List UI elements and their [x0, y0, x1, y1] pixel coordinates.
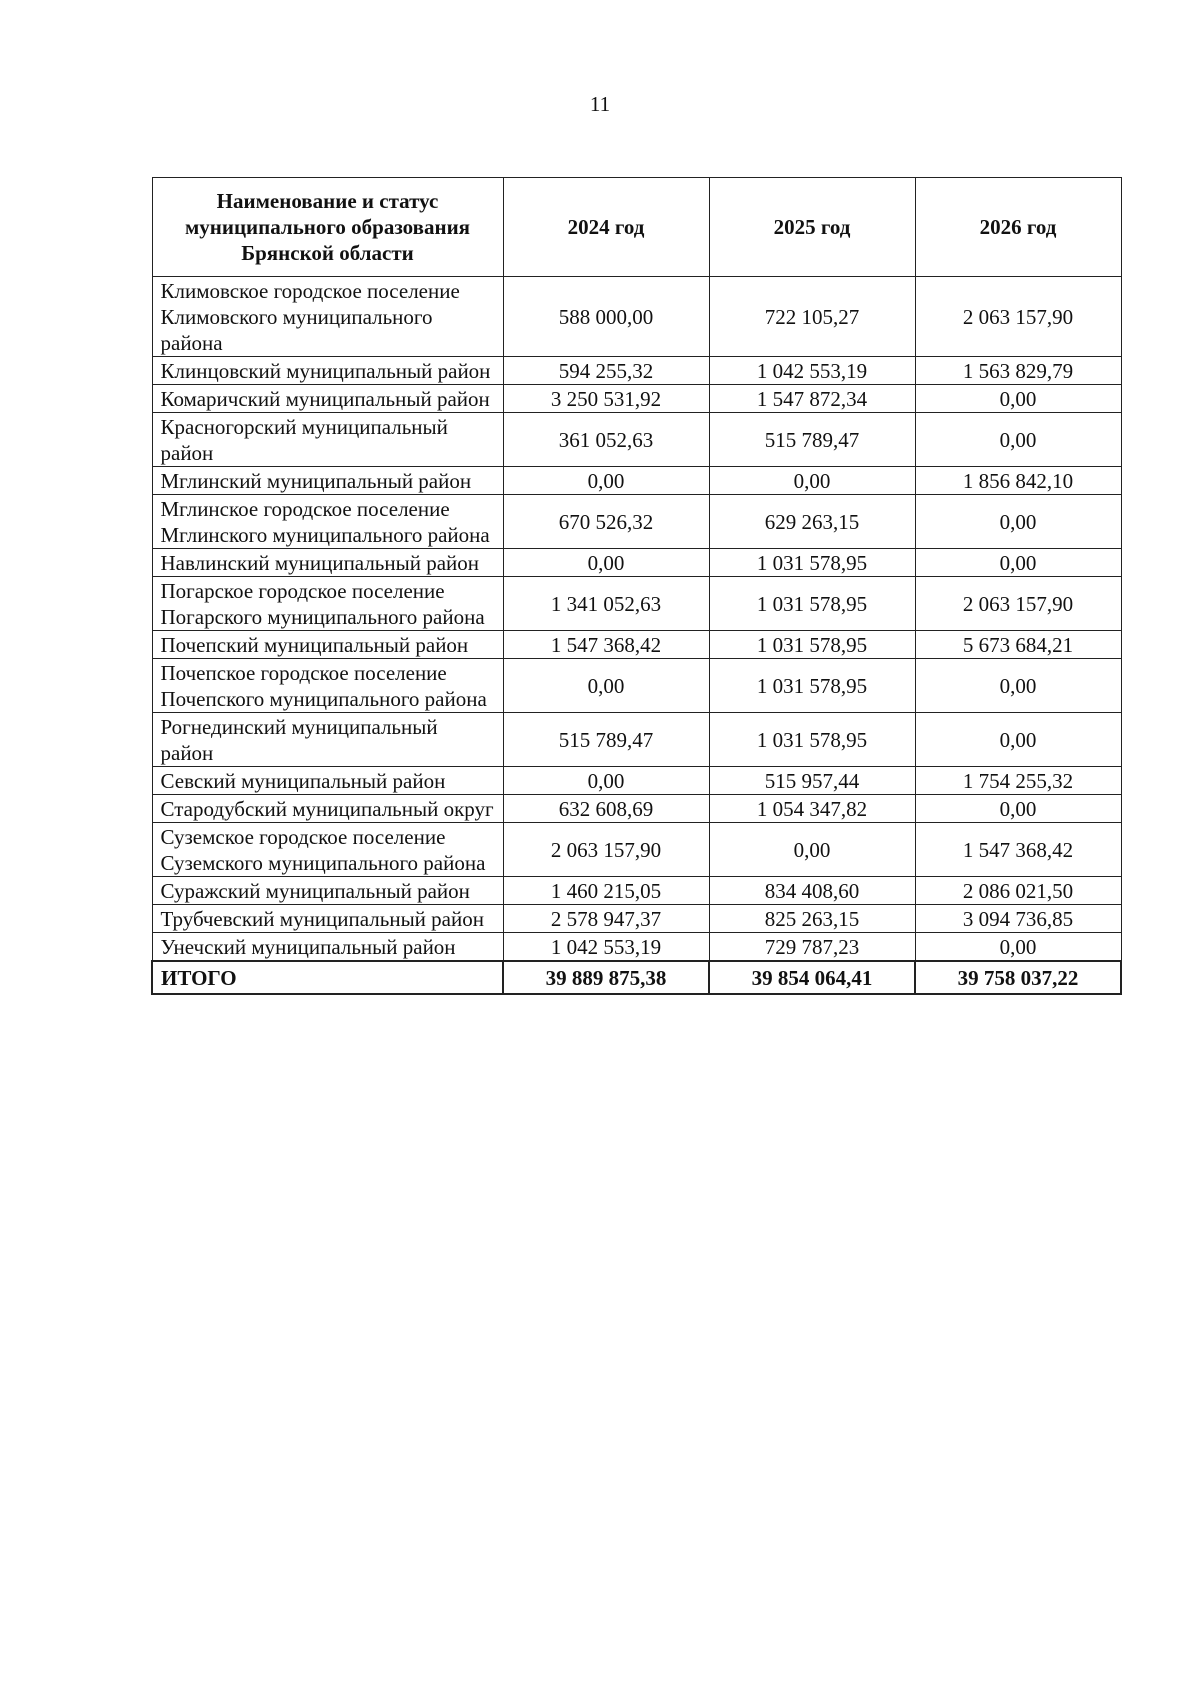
value-2024-cell: 0,00 — [503, 659, 709, 713]
value-2026-cell: 0,00 — [915, 795, 1121, 823]
total-2024: 39 889 875,38 — [503, 961, 709, 994]
table-row — [152, 767, 1121, 795]
value-2025-cell: 825 263,15 — [709, 905, 915, 933]
municipality-cell: Рогнединский муниципальный район — [152, 713, 503, 767]
value-2025-cell: 1 031 578,95 — [709, 631, 915, 659]
value-2024-cell: 0,00 — [503, 467, 709, 495]
value-2024-cell: 0,00 — [503, 549, 709, 577]
value-2024-cell: 2 578 947,37 — [503, 905, 709, 933]
total-row — [152, 961, 1121, 994]
value-2026-cell: 0,00 — [915, 713, 1121, 767]
total-2026: 39 758 037,22 — [915, 961, 1121, 994]
table-row — [152, 277, 1121, 357]
table-row — [152, 905, 1121, 933]
table-row — [152, 413, 1121, 467]
value-2024-cell: 588 000,00 — [503, 277, 709, 357]
value-2025-cell: 834 408,60 — [709, 877, 915, 905]
header-2024: 2024 год — [503, 178, 709, 277]
municipality-cell: Севский муниципальный район — [152, 767, 503, 795]
value-2025-cell: 515 789,47 — [709, 413, 915, 467]
municipality-cell: Климовское городское поселение Климовского муниципального района — [152, 277, 503, 357]
value-2025-cell: 729 787,23 — [709, 933, 915, 962]
value-2026-cell: 0,00 — [915, 495, 1121, 549]
table-row — [152, 713, 1121, 767]
value-2024-cell: 361 052,63 — [503, 413, 709, 467]
value-2024-cell: 1 341 052,63 — [503, 577, 709, 631]
table-row — [152, 631, 1121, 659]
value-2025-cell: 0,00 — [709, 823, 915, 877]
value-2026-cell: 1 547 368,42 — [915, 823, 1121, 877]
header-municipality: Наименование и статус муниципального образования Брянской области — [152, 178, 503, 277]
value-2025-cell: 1 031 578,95 — [709, 659, 915, 713]
value-2025-cell: 515 957,44 — [709, 767, 915, 795]
header-2025: 2025 год — [709, 178, 915, 277]
value-2024-cell: 632 608,69 — [503, 795, 709, 823]
value-2024-cell: 515 789,47 — [503, 713, 709, 767]
header-2026: 2026 год — [915, 178, 1121, 277]
value-2026-cell: 2 063 157,90 — [915, 577, 1121, 631]
municipality-cell: Почепский муниципальный район — [152, 631, 503, 659]
value-2025-cell: 722 105,27 — [709, 277, 915, 357]
value-2024-cell: 594 255,32 — [503, 357, 709, 385]
value-2024-cell: 1 460 215,05 — [503, 877, 709, 905]
table-header-row — [152, 178, 1121, 277]
allocation-table — [151, 177, 1122, 995]
municipality-cell: Почепское городское поселение Почепского муниципального района — [152, 659, 503, 713]
value-2024-cell: 3 250 531,92 — [503, 385, 709, 413]
municipality-cell: Унечский муниципальный район — [152, 933, 503, 962]
table-row — [152, 933, 1121, 962]
municipality-cell: Мглинское городское поселение Мглинского муниципального района — [152, 495, 503, 549]
table-row — [152, 495, 1121, 549]
value-2025-cell: 1 042 553,19 — [709, 357, 915, 385]
value-2026-cell: 1 856 842,10 — [915, 467, 1121, 495]
municipality-cell: Стародубский муниципальный округ — [152, 795, 503, 823]
municipality-cell: Погарское городское поселение Погарского муниципального района — [152, 577, 503, 631]
value-2026-cell: 1 754 255,32 — [915, 767, 1121, 795]
table-row — [152, 385, 1121, 413]
value-2026-cell: 0,00 — [915, 413, 1121, 467]
municipality-cell: Трубчевский муниципальный район — [152, 905, 503, 933]
table-row — [152, 467, 1121, 495]
value-2026-cell: 2 063 157,90 — [915, 277, 1121, 357]
table-row — [152, 877, 1121, 905]
value-2024-cell: 2 063 157,90 — [503, 823, 709, 877]
value-2026-cell: 1 563 829,79 — [915, 357, 1121, 385]
table-row — [152, 823, 1121, 877]
table-row — [152, 577, 1121, 631]
value-2025-cell: 0,00 — [709, 467, 915, 495]
value-2024-cell: 1 547 368,42 — [503, 631, 709, 659]
value-2025-cell: 1 031 578,95 — [709, 549, 915, 577]
municipality-cell: Навлинский муниципальный район — [152, 549, 503, 577]
value-2026-cell: 2 086 021,50 — [915, 877, 1121, 905]
table-body — [152, 277, 1121, 995]
value-2026-cell: 0,00 — [915, 549, 1121, 577]
table-row — [152, 549, 1121, 577]
value-2026-cell: 5 673 684,21 — [915, 631, 1121, 659]
value-2024-cell: 0,00 — [503, 767, 709, 795]
table-row — [152, 795, 1121, 823]
value-2025-cell: 1 031 578,95 — [709, 577, 915, 631]
municipality-cell: Суземское городское поселение Суземского муниципального района — [152, 823, 503, 877]
municipality-cell: Мглинский муниципальный район — [152, 467, 503, 495]
total-2025: 39 854 064,41 — [709, 961, 915, 994]
municipality-cell: Суражский муниципальный район — [152, 877, 503, 905]
value-2025-cell: 629 263,15 — [709, 495, 915, 549]
page-number: 11 — [589, 92, 611, 116]
value-2026-cell: 0,00 — [915, 385, 1121, 413]
table-row — [152, 659, 1121, 713]
value-2026-cell: 3 094 736,85 — [915, 905, 1121, 933]
total-label: ИТОГО — [152, 961, 503, 994]
municipality-cell: Клинцовский муниципальный район — [152, 357, 503, 385]
value-2024-cell: 670 526,32 — [503, 495, 709, 549]
value-2025-cell: 1 547 872,34 — [709, 385, 915, 413]
municipality-cell: Комаричский муниципальный район — [152, 385, 503, 413]
value-2026-cell: 0,00 — [915, 659, 1121, 713]
municipality-cell: Красногорский муниципальный район — [152, 413, 503, 467]
table-row — [152, 357, 1121, 385]
value-2025-cell: 1 031 578,95 — [709, 713, 915, 767]
value-2024-cell: 1 042 553,19 — [503, 933, 709, 962]
value-2025-cell: 1 054 347,82 — [709, 795, 915, 823]
value-2026-cell: 0,00 — [915, 933, 1121, 962]
